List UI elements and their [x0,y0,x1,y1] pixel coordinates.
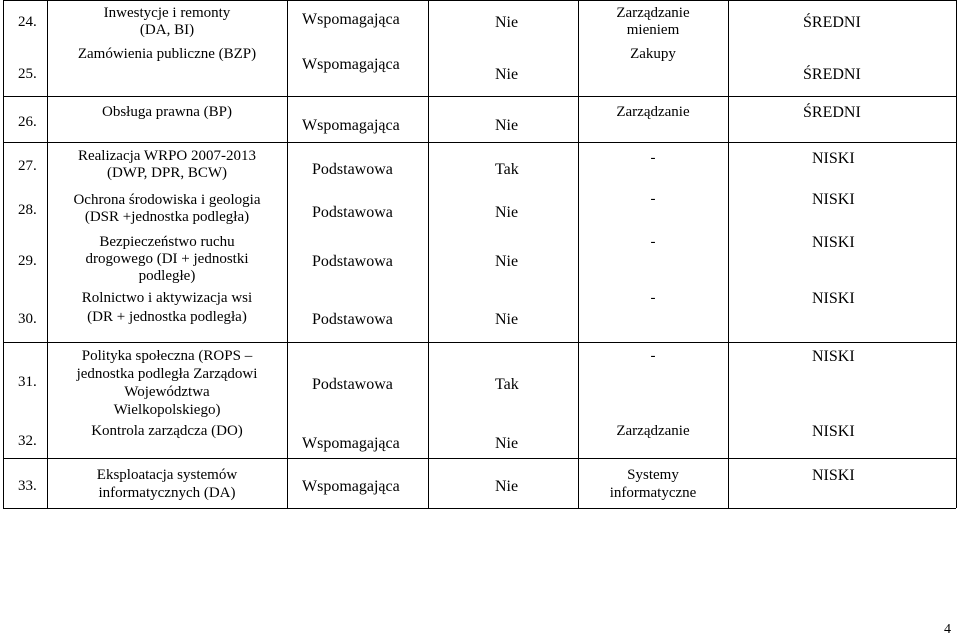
process-type: Wspomagająca [302,11,400,28]
category: - [650,191,656,207]
process-name: (DR + jednostka podległa) [87,309,247,325]
process-name: Województwa [124,384,210,400]
risk-level: NISKI [812,423,855,440]
process-name: drogowego (DI + jednostki [85,251,249,267]
table-rule [3,342,956,343]
process-name: Realizacja WRPO 2007-2013 [77,148,256,164]
category: - [650,234,656,250]
row-number: 30. [18,311,37,327]
process-type: Podstawowa [312,161,393,178]
row-number: 33. [18,478,37,494]
risk-level: NISKI [812,191,855,208]
category: Zarządzanie [616,5,690,21]
process-name: (DWP, DPR, BCW) [106,165,227,181]
risk-level: ŚREDNI [803,104,861,121]
risk-level: ŚREDNI [803,14,861,31]
process-name: podległe) [138,268,196,284]
key-process-flag: Tak [495,161,519,178]
table-rule [956,0,957,508]
process-name: Zamówienia publiczne (BZP) [77,46,257,62]
category: - [650,348,656,364]
risk-level: NISKI [812,150,855,167]
risk-level: NISKI [812,234,855,251]
key-process-flag: Nie [495,117,519,134]
process-type: Podstawowa [312,376,393,393]
table-rule [3,0,956,1]
row-number: 24. [18,14,37,30]
process-name: jednostka podległa Zarządowi [76,366,258,382]
table-rule [3,142,956,143]
process-name: (DA, BI) [139,22,195,38]
process-type: Wspomagająca [302,56,400,73]
process-type: Podstawowa [312,253,393,270]
process-type: Wspomagająca [302,435,400,452]
key-process-flag: Nie [495,253,519,270]
category: - [650,150,656,166]
category: mieniem [626,22,680,38]
key-process-flag: Nie [495,478,519,495]
process-name: Wielkopolskiego) [113,402,221,418]
table-rule [287,0,288,508]
category: Zarządzanie [616,104,690,120]
category: Zakupy [630,46,676,62]
page-number: 4 [944,622,951,637]
process-type: Podstawowa [312,204,393,221]
table-rule [3,0,4,508]
key-process-flag: Nie [495,204,519,221]
row-number: 28. [18,202,37,218]
process-name: Inwestycje i remonty [103,5,231,21]
process-name: Bezpieczeństwo ruchu [99,234,235,250]
process-name: Polityka społeczna (ROPS – [81,348,253,364]
key-process-flag: Nie [495,14,519,31]
key-process-flag: Tak [495,376,519,393]
process-name: Kontrola zarządcza (DO) [91,423,243,439]
table-rule [3,96,956,97]
risk-level: ŚREDNI [803,66,861,83]
category: - [650,290,656,306]
key-process-flag: Nie [495,66,519,83]
process-name: Rolnictwo i aktywizacja wsi [81,290,253,306]
process-name: Obsługa prawna (BP) [102,104,232,120]
row-number: 25. [18,66,37,82]
category: Zarządzanie [616,423,690,439]
process-name: informatycznych (DA) [98,485,236,501]
process-type: Podstawowa [312,311,393,328]
risk-level: NISKI [812,467,855,484]
process-type: Wspomagająca [302,117,400,134]
risk-level: NISKI [812,348,855,365]
process-name: (DSR +jednostka podległa) [84,209,250,225]
row-number: 29. [18,253,37,269]
table-rule [3,458,956,459]
process-name: Eksploatacja systemów [96,467,238,483]
process-name: Ochrona środowiska i geologia [73,192,261,208]
row-number: 32. [18,433,37,449]
table-rule [3,508,956,509]
table-rule [728,0,729,508]
key-process-flag: Nie [495,435,519,452]
row-number: 26. [18,114,37,130]
risk-level: NISKI [812,290,855,307]
process-type: Wspomagająca [302,478,400,495]
row-number: 27. [18,158,37,174]
row-number: 31. [18,374,37,390]
category: informatyczne [609,485,697,501]
category: Systemy [627,467,679,483]
table-rule [428,0,429,508]
key-process-flag: Nie [495,311,519,328]
